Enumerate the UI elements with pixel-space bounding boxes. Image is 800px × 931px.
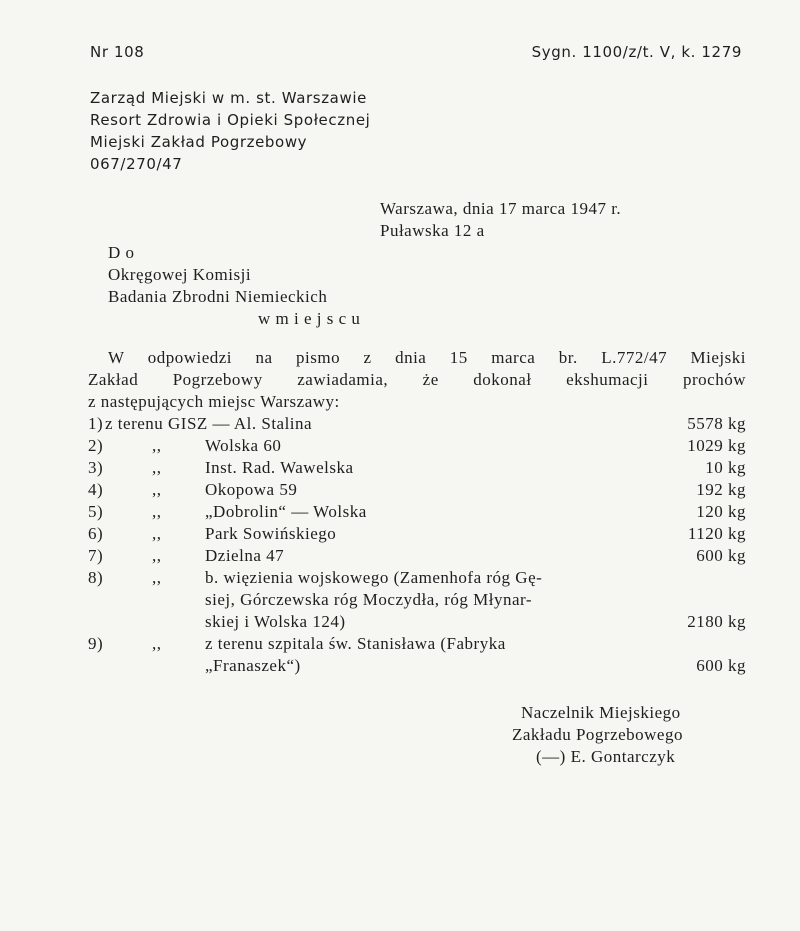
ditto-mark: ,,	[152, 634, 162, 653]
street-address: Puławska 12 a	[380, 221, 485, 240]
recipient-line: Badania Zbrodni Niemieckich	[108, 287, 328, 306]
sender-line: Zarząd Miejski w m. st. Warszawie	[90, 89, 367, 107]
document-number: Nr 108	[90, 43, 145, 61]
item-number: 3)	[88, 458, 104, 477]
signature-name: (—) E. Gontarczyk	[536, 747, 676, 766]
item-location: Wolska 60	[205, 436, 282, 455]
item-location: siej, Górczewska róg Moczydła, róg Młynar-	[205, 590, 533, 609]
item-location: z terenu szpitala św. Stanisława (Fabryka	[205, 634, 506, 653]
ditto-mark: ,,	[152, 480, 162, 499]
item-quantity: 5578 kg	[687, 414, 746, 433]
archive-signature: Sygn. 1100/z/t. V, k. 1279	[531, 43, 742, 61]
item-location: „Dobrolin“ — Wolska	[205, 502, 367, 521]
item-quantity: 10 kg	[705, 458, 746, 477]
item-location: Inst. Rad. Wawelska	[205, 458, 354, 477]
body-line: W odpowiedzi na pismo z dnia 15 marca br. L.772/47 Miejski	[108, 348, 746, 367]
ditto-mark: ,,	[152, 458, 162, 477]
recipient-to: D o	[108, 243, 135, 262]
sender-line: Miejski Zakład Pogrzebowy	[90, 133, 308, 151]
ditto-mark: ,,	[152, 524, 162, 543]
ditto-mark: ,,	[152, 502, 162, 521]
place-date: Warszawa, dnia 17 marca 1947 r.	[380, 199, 622, 218]
item-location: Park Sowińskiego	[205, 524, 337, 543]
item-location: „Franaszek“)	[205, 656, 301, 675]
item-quantity: 1029 kg	[687, 436, 746, 455]
recipient-line: w m i e j s c u	[258, 309, 361, 328]
signature-title: Zakładu Pogrzebowego	[512, 725, 683, 744]
item-quantity: 600 kg	[696, 546, 746, 565]
body-line: z następujących miejsc Warszawy:	[88, 392, 340, 411]
item-number: 8)	[88, 568, 104, 587]
ditto-mark: ,,	[152, 546, 162, 565]
item-location: Okopowa 59	[205, 480, 298, 499]
item-number: 7)	[88, 546, 104, 565]
item-number: 4)	[88, 480, 104, 499]
sender-line: Resort Zdrowia i Opieki Społecznej	[90, 111, 371, 129]
ditto-mark: ,,	[152, 568, 162, 587]
item-number: 1)	[88, 414, 104, 433]
item-number: 9)	[88, 634, 104, 653]
recipient-line: Okręgowej Komisji	[108, 265, 252, 284]
item-location: z terenu GISZ — Al. Stalina	[105, 414, 313, 433]
item-quantity: 1120 kg	[687, 524, 746, 543]
item-location: Dzielna 47	[205, 546, 285, 565]
item-number: 5)	[88, 502, 104, 521]
signature-title: Naczelnik Miejskiego	[521, 703, 681, 722]
ditto-mark: ,,	[152, 436, 162, 455]
item-number: 6)	[88, 524, 104, 543]
item-location: b. więzienia wojskowego (Zamenhofa róg Gę-	[205, 568, 543, 587]
item-location: skiej i Wolska 124)	[205, 612, 346, 631]
body-line: Zakład Pogrzebowy zawiadamia, że dokonał ekshumacji prochów	[88, 370, 746, 389]
reference-number: 067/270/47	[90, 155, 183, 173]
item-quantity: 192 kg	[696, 480, 746, 499]
item-number: 2)	[88, 436, 104, 455]
item-quantity: 120 kg	[696, 502, 746, 521]
item-quantity: 2180 kg	[687, 612, 746, 631]
item-quantity: 600 kg	[696, 656, 746, 675]
